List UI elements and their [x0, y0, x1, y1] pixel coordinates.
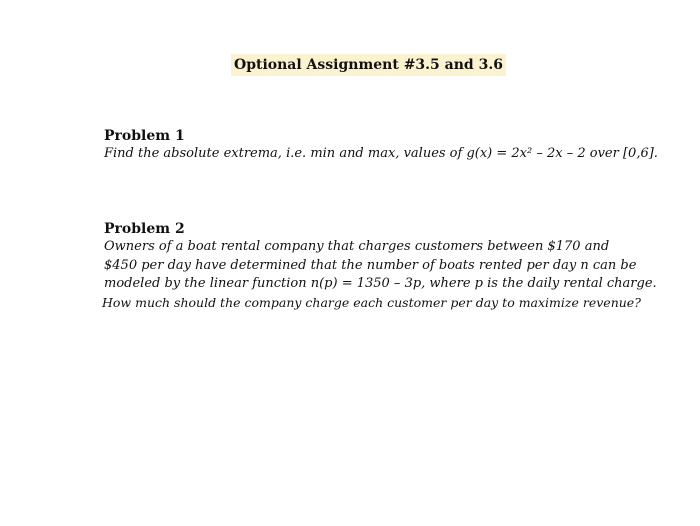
problem-2-line: Owners of a boat rental company that charges customers between $170 and [104, 239, 610, 254]
problem-1-text: Find the absolute extrema, i.e. min and max, values of g(x) = 2x² – 2x – 2 over [0,6]. [104, 146, 658, 161]
problem-1-heading: Problem 1 [104, 128, 185, 144]
problem-2-line: How much should the company charge each customer per day to maximize revenue? [102, 294, 641, 310]
problem-2-line: $450 per day have determined that the number of boats rented per day n can be [104, 257, 637, 273]
problem-2 [104, 220, 664, 312]
problem-2-line: modeled by the linear function n(p) = 1350 – 3p, where p is the daily rental charge. [104, 276, 657, 291]
problem-1 [104, 127, 664, 164]
document-title: Optional Assignment #3.5 and 3.6 [231, 54, 506, 76]
problem-2-heading: Problem 2 [104, 221, 185, 237]
